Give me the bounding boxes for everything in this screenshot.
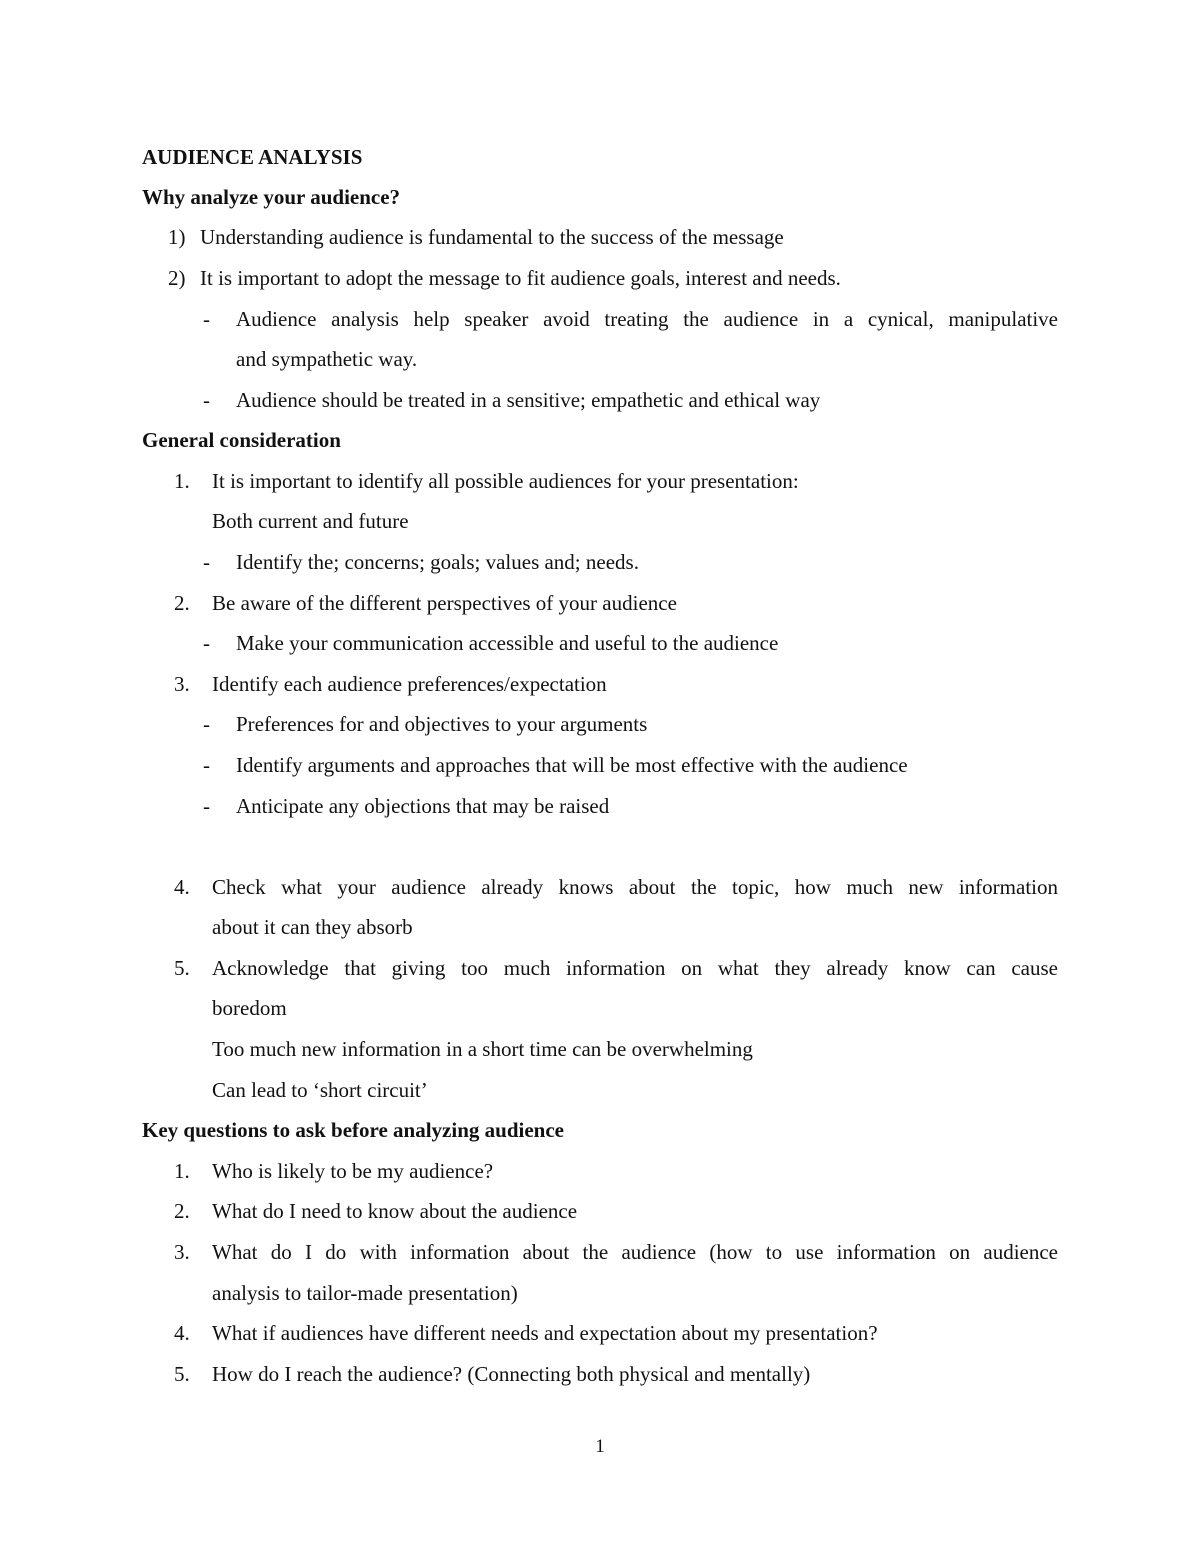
list-item: Understanding audience is fundamental to the success of the message — [200, 225, 784, 249]
list-number: 1. — [174, 1159, 190, 1183]
list-number: 2) — [168, 266, 186, 290]
list-number: 2. — [174, 591, 190, 615]
list-item: Identify each audience preferences/expectation — [212, 672, 607, 696]
list-number: 4. — [174, 875, 190, 899]
list-item: Be aware of the different perspectives of your audience — [212, 591, 677, 615]
section-heading-key-questions: Key questions to ask before analyzing audience — [142, 1118, 564, 1142]
page-number: 1 — [595, 1436, 605, 1457]
bullet-dash: - — [203, 712, 210, 736]
section-heading-general: General consideration — [142, 428, 341, 452]
bullet-dash: - — [203, 631, 210, 655]
sub-item: Audience analysis help speaker avoid treating the audience in a cynical, manipulative — [236, 307, 1058, 331]
list-item: Who is likely to be my audience? — [212, 1159, 494, 1183]
list-item: Acknowledge that giving too much information on what they already know can cause — [212, 956, 1058, 980]
list-item: What do I need to know about the audience — [212, 1199, 578, 1223]
list-item-continued: about it can they absorb — [212, 915, 413, 939]
list-number: 4. — [174, 1321, 190, 1345]
bullet-dash: - — [203, 794, 210, 818]
list-item-continued: boredom — [212, 996, 287, 1020]
sub-item: Preferences for and objectives to your arguments — [236, 712, 648, 736]
document-title: AUDIENCE ANALYSIS — [142, 145, 363, 169]
sub-item: Anticipate any objections that may be raised — [236, 794, 610, 818]
list-number: 1. — [174, 469, 190, 493]
list-item: What if audiences have different needs and expectation about my presentation? — [212, 1321, 878, 1345]
list-number: 5. — [174, 956, 190, 980]
list-number: 3. — [174, 1240, 190, 1264]
list-number: 2. — [174, 1199, 190, 1223]
bullet-dash: - — [203, 753, 210, 777]
list-item: It is important to identify all possible audiences for your presentation: — [212, 469, 799, 493]
bullet-dash: - — [203, 307, 210, 331]
list-number: 3. — [174, 672, 190, 696]
list-number: 5. — [174, 1362, 190, 1386]
bullet-dash: - — [203, 550, 210, 574]
list-item-continued: Too much new information in a short time can be overwhelming — [212, 1037, 753, 1061]
list-number: 1) — [168, 225, 186, 249]
list-item-continued: Can lead to ‘short circuit’ — [212, 1078, 428, 1102]
sub-item: Make your communication accessible and useful to the audience — [236, 631, 779, 655]
list-item: What do I do with information about the audience (how to use information on audience — [212, 1240, 1058, 1264]
sub-item: Identify the; concerns; goals; values and; needs. — [236, 550, 639, 574]
sub-item: Identify arguments and approaches that will be most effective with the audience — [236, 753, 908, 777]
section-heading-why: Why analyze your audience? — [142, 185, 401, 209]
sub-item: Audience should be treated in a sensitive; empathetic and ethical way — [236, 388, 821, 412]
list-item-continued: analysis to tailor-made presentation) — [212, 1281, 518, 1305]
bullet-dash: - — [203, 388, 210, 412]
sub-item-continued: and sympathetic way. — [236, 347, 418, 371]
list-item: How do I reach the audience? (Connecting both physical and mentally) — [212, 1362, 811, 1386]
list-item: Check what your audience already knows about the topic, how much new information — [212, 875, 1058, 899]
list-item-continued: Both current and future — [212, 509, 409, 533]
list-item: It is important to adopt the message to fit audience goals, interest and needs. — [200, 266, 841, 290]
